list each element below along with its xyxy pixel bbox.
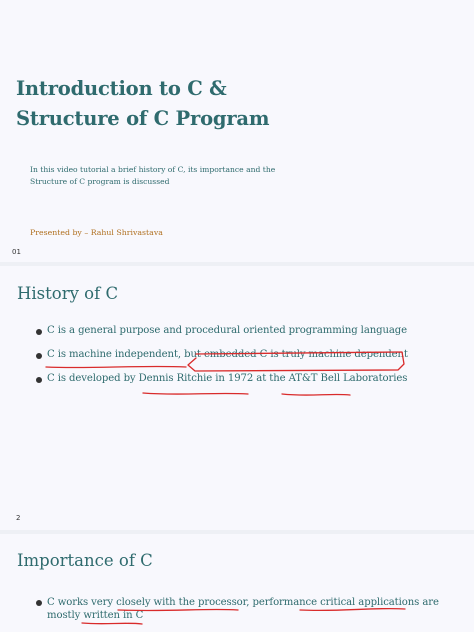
bullet-list [36, 596, 456, 622]
bullet-item: C is a general purpose and procedural oriented programming language [36, 325, 456, 336]
underline-written-in-c [82, 623, 142, 624]
page-number: 2 [16, 514, 21, 522]
bullet-line: C works very closely with the processor, performance critical applications are [47, 597, 439, 608]
bullet-item: C is developed by Dennis Ritchie in 1972 at the AT&T Bell Laboratories [36, 373, 456, 384]
page-number: 01 [12, 248, 21, 256]
bullet-item: C is machine independent, but embedded C is truly machine dependent [36, 349, 456, 360]
presenter-credit: Presented by – Rahul Shrivastava [30, 228, 163, 237]
slide-title [16, 74, 269, 134]
subtitle-line: Structure of C program is discussed [30, 177, 170, 186]
slide-title-line: Structure of C Program [16, 107, 270, 130]
slide-heading: History of C [17, 284, 119, 303]
underline-att-bell [282, 394, 350, 395]
slide-subtitle [30, 164, 290, 188]
bullet-list [36, 325, 456, 384]
underline-dennis-ritchie [143, 393, 248, 394]
handwritten-annotations [0, 266, 474, 530]
bullet-line: mostly written in C [47, 610, 144, 621]
importance-slide [0, 534, 474, 632]
subtitle-line: In this video tutorial a brief history of C, its importance and the [30, 165, 276, 174]
slide-heading: Importance of C [17, 551, 153, 570]
history-slide [0, 266, 474, 530]
bullet-item [36, 596, 456, 622]
slide-title-line: Introduction to C & [16, 77, 227, 100]
title-slide [0, 0, 474, 262]
